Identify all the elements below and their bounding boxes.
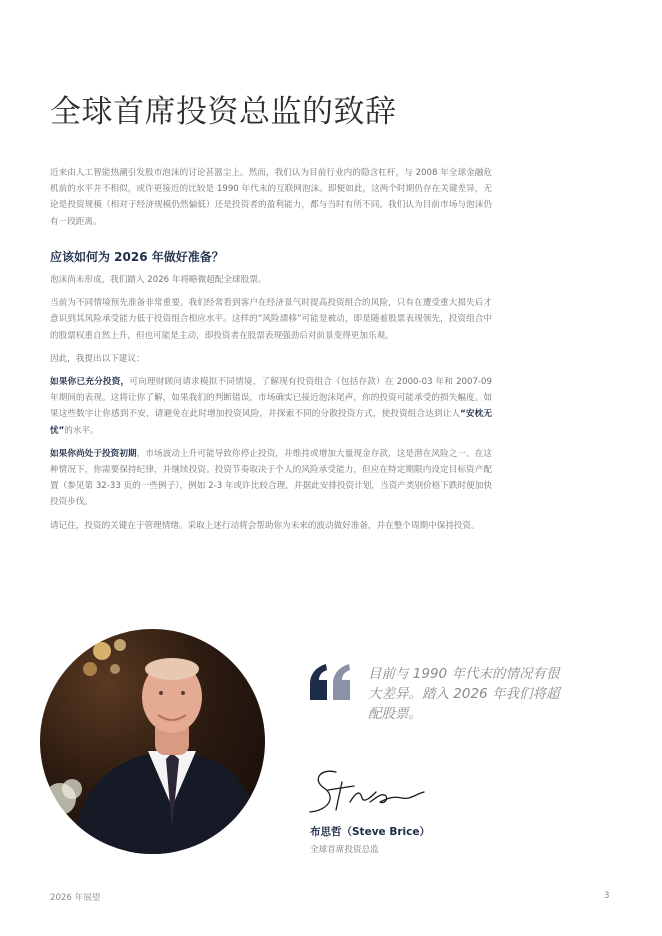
section-heading: 应该如何为 2026 年做好准备？ — [50, 250, 224, 264]
intro-text: 近来由人工智能热潮引发股市泡沫的讨论甚嚣尘上。然而，我们认为目前行业内的隐含杠杆，与 2008 年全球金融危机前的水平并不相似，或许更接近的比较是 1990 年代末的互联网泡沫。即便如此，这两个时期仍存在关键差异，无论是投资规模（相对于经济规模仍然偏低）还是投资者的盈利能力，都与当时有所不同。我们认为目前市场与泡沫仍有一段距离。 — [50, 168, 492, 227]
paragraph-3: 因此，我提出以下建议： — [50, 353, 145, 364]
page-number: 3 — [604, 891, 610, 901]
paragraph-4 — [50, 374, 492, 439]
pull-quote: 目前与 1990 年代末的情况有很大差异。踏入 2026 年我们将超配股票。 — [368, 666, 560, 722]
paragraph-5-text: ，市场波动上升可能导致你停止投资，并维持或增加大量现金存款，这是潜在风险之一。在这种情况下，你需要保持纪律，并继续投资。投资节奏取决于个人的风险承受能力，但应在特定期限内设定目标资产配置（参见第 32-33 页的一些例子），例如 2-3 年或许比较合理，并据此安排投资计划，当资产类别价格下跌时便加快投资步伐。 — [50, 448, 492, 508]
signatory-title: 全球首席投资总监 — [310, 845, 379, 855]
paragraph-5-lead: 如果你尚处于投资初期 — [50, 448, 137, 459]
portrait-photo — [40, 629, 265, 854]
portrait-illustration — [40, 629, 265, 854]
paragraph-1: 泡沫尚未形成，我们踏入 2026 年将略微超配全球股票。 — [50, 275, 267, 285]
paragraph-4-tail: 的水平。 — [64, 425, 99, 436]
paragraph-4-text: 可向理财顾问请求模拟不同情境，了解现有投资组合（包括存款）在 2000-03 年和 2007-09 年期间的表现。这将让你了解，如果我们的判断错误，市场确实已接近泡沫尾声，你的投资可能承受的损失幅度。如果这些数字让你感到不安，请避免在此时增加投资风险，并探索不同的分散投资方式，使投资组合达到让人 — [50, 377, 492, 420]
intro-paragraph — [50, 165, 492, 237]
signature-image — [306, 762, 436, 820]
main-body — [50, 272, 492, 541]
quote-icon — [308, 662, 352, 702]
paragraph-2: 当前为不同情境预先准备非常重要。我们经常看到客户在经济景气时提高投资组合的风险，只有在遭受重大损失后才意识到其风险承受能力低于投资组合相应水平。这样的“风险漂移”可能是被动，即是随着股票表现领先，投资组合中的股票权重自然上升，但也可能是主动，即投资者在股票表现强劲后对前景变得更加乐观。 — [50, 298, 492, 341]
footer-publication: 2026 年展望 — [50, 893, 101, 903]
paragraph-4-highlight: “安枕无忧” — [50, 409, 492, 436]
paragraph-6: 请记住，投资的关键在于管理情绪。采取上述行动将会帮助你为未来的波动做好准备，并在整个周期中保持投资。 — [50, 520, 480, 531]
page-title: 全球首席投资总监的致辞 — [50, 93, 397, 130]
signatory-name: 布思哲（Steve Brice） — [310, 826, 430, 838]
paragraph-4-lead: 如果你已充分投资， — [50, 377, 130, 388]
paragraph-5 — [50, 446, 492, 511]
